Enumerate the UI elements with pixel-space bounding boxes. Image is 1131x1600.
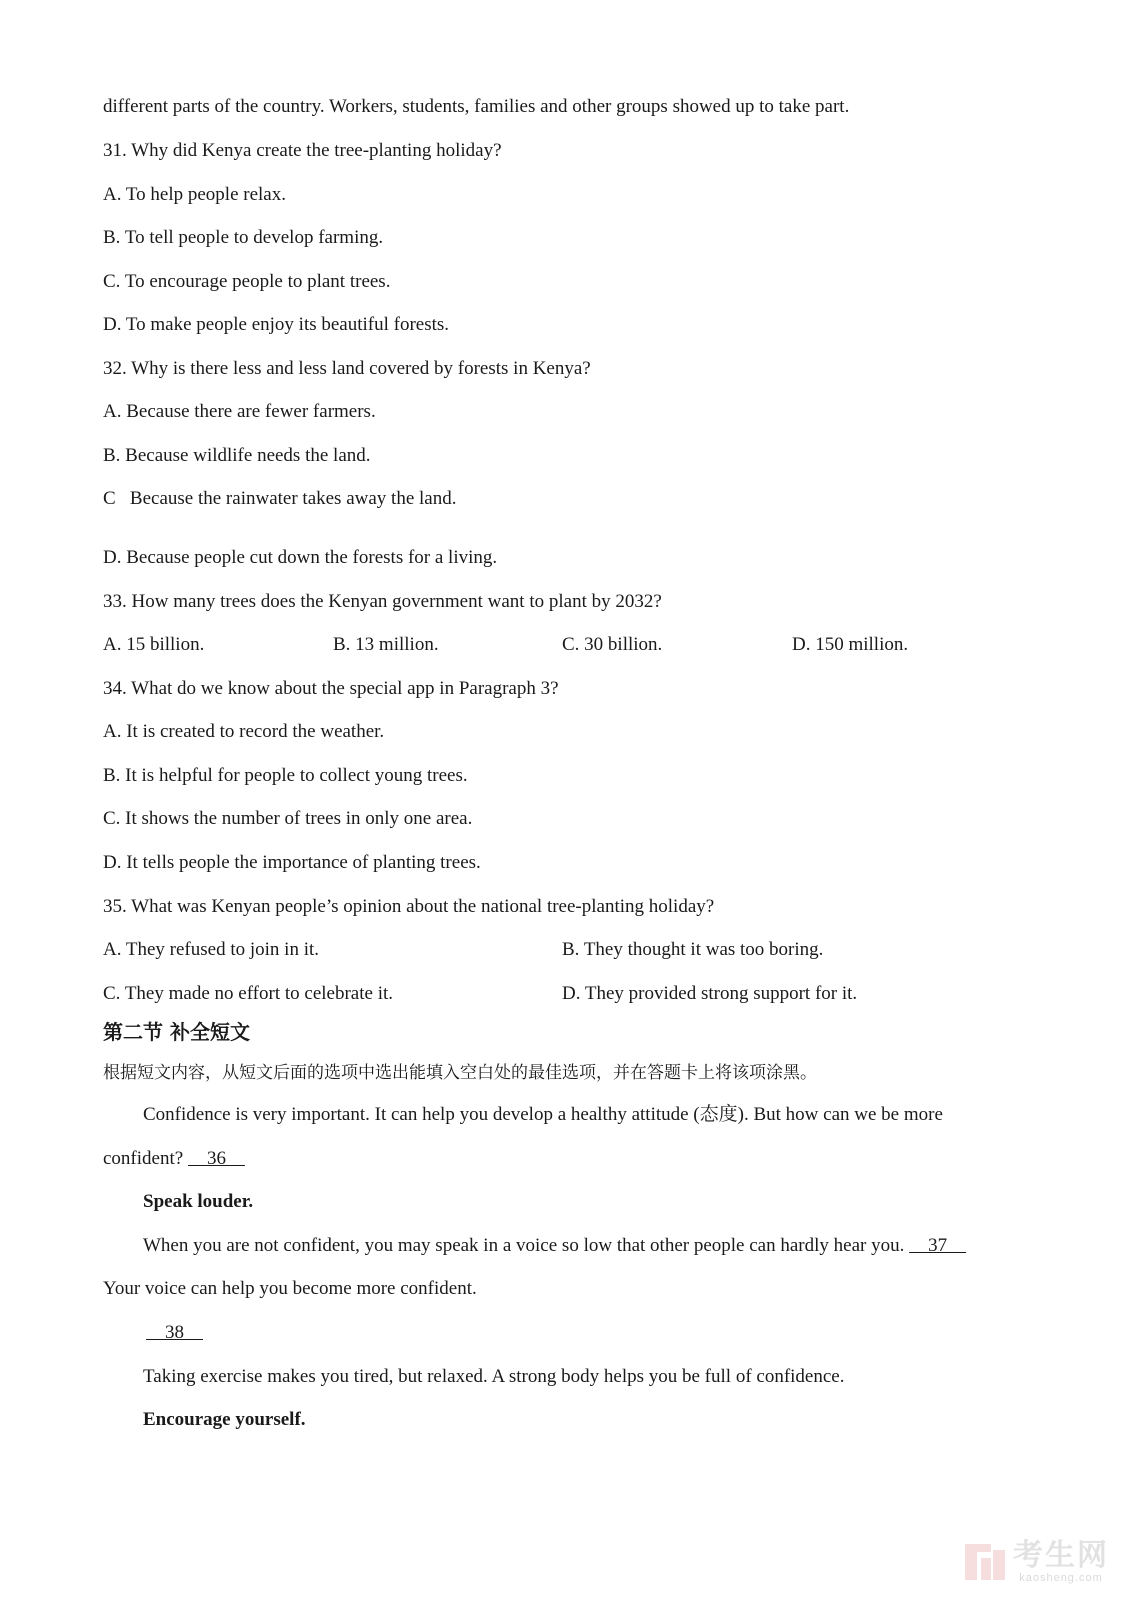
blank-37: 37 bbox=[909, 1235, 967, 1256]
section-2-title: 第二节 补全短文 bbox=[103, 1020, 250, 1044]
passage-subheading-speak-louder: Speak louder. bbox=[143, 1191, 254, 1212]
question-31-option-a: A. To help people relax. bbox=[103, 184, 286, 205]
watermark-brand: 考生网 bbox=[1013, 1538, 1109, 1573]
question-31-stem: 31. Why did Kenya create the tree-planting holiday? bbox=[103, 140, 502, 161]
question-34-option-a: A. It is created to record the weather. bbox=[103, 721, 385, 742]
passage-paragraph-1-line-2 bbox=[103, 1147, 245, 1171]
passage-paragraph-3: Taking exercise makes you tired, but relaxed. A strong body helps you be full of confidence. bbox=[143, 1366, 845, 1387]
question-33-option-a: A. 15 billion. bbox=[103, 634, 205, 655]
watermark bbox=[963, 1540, 1109, 1584]
question-32-option-b: B. Because wildlife needs the land. bbox=[103, 445, 371, 466]
passage-text: confident? bbox=[103, 1148, 188, 1169]
blank-38-line bbox=[146, 1321, 203, 1345]
question-35-option-b: B. They thought it was too boring. bbox=[562, 939, 824, 960]
question-31-option-b: B. To tell people to develop farming. bbox=[103, 227, 384, 248]
passage-subheading-encourage-yourself: Encourage yourself. bbox=[143, 1409, 306, 1430]
passage-paragraph-2-line-2: Your voice can help you become more confident. bbox=[103, 1278, 477, 1299]
question-33-stem: 33. How many trees does the Kenyan government want to plant by 2032? bbox=[103, 591, 662, 612]
question-35-option-a: A. They refused to join in it. bbox=[103, 939, 320, 960]
blank-38: 38 bbox=[146, 1322, 203, 1343]
question-32-option-d: D. Because people cut down the forests for a living. bbox=[103, 547, 498, 568]
question-32-option-a: A. Because there are fewer farmers. bbox=[103, 401, 376, 422]
question-32-stem: 32. Why is there less and less land covered by forests in Kenya? bbox=[103, 358, 591, 379]
passage-text: When you are not confident, you may speak in a voice so low that other people can hardly hear you. bbox=[143, 1235, 910, 1256]
blank-36: 36 bbox=[187, 1148, 245, 1169]
question-32-option-c: C Because the rainwater takes away the land. bbox=[103, 488, 457, 509]
question-33-option-b: B. 13 million. bbox=[333, 634, 439, 655]
question-34-option-d: D. It tells people the importance of planting trees. bbox=[103, 852, 481, 873]
question-35-stem: 35. What was Kenyan people’s opinion about the national tree-planting holiday? bbox=[103, 896, 715, 917]
watermark-url: kaosheng.com bbox=[1019, 1572, 1103, 1584]
question-31-option-d: D. To make people enjoy its beautiful forests. bbox=[103, 314, 450, 335]
question-34-option-b: B. It is helpful for people to collect young trees. bbox=[103, 765, 468, 786]
watermark-text bbox=[1013, 1540, 1109, 1584]
question-35-option-d: D. They provided strong support for it. bbox=[562, 983, 858, 1004]
question-35-option-c: C. They made no effort to celebrate it. bbox=[103, 983, 394, 1004]
passage-tail: different parts of the country. Workers, students, families and other groups showed up to take part. bbox=[103, 96, 850, 117]
question-34-stem: 34. What do we know about the special app in Paragraph 3? bbox=[103, 678, 559, 699]
section-2-instruction: 根据短文内容，从短文后面的选项中选出能填入空白处的最佳选项，并在答题卡上将该项涂黑。 bbox=[103, 1063, 817, 1083]
passage-paragraph-2-line-1 bbox=[143, 1234, 966, 1258]
question-31-option-c: C. To encourage people to plant trees. bbox=[103, 271, 391, 292]
watermark-logo-icon bbox=[963, 1540, 1007, 1584]
question-33-option-c: C. 30 billion. bbox=[562, 634, 663, 655]
question-33-option-d: D. 150 million. bbox=[792, 634, 909, 655]
passage-paragraph-1-line-1: Confidence is very important. It can help you develop a healthy attitude (态度). But how can we be more bbox=[143, 1104, 943, 1125]
question-34-option-c: C. It shows the number of trees in only one area. bbox=[103, 808, 473, 829]
